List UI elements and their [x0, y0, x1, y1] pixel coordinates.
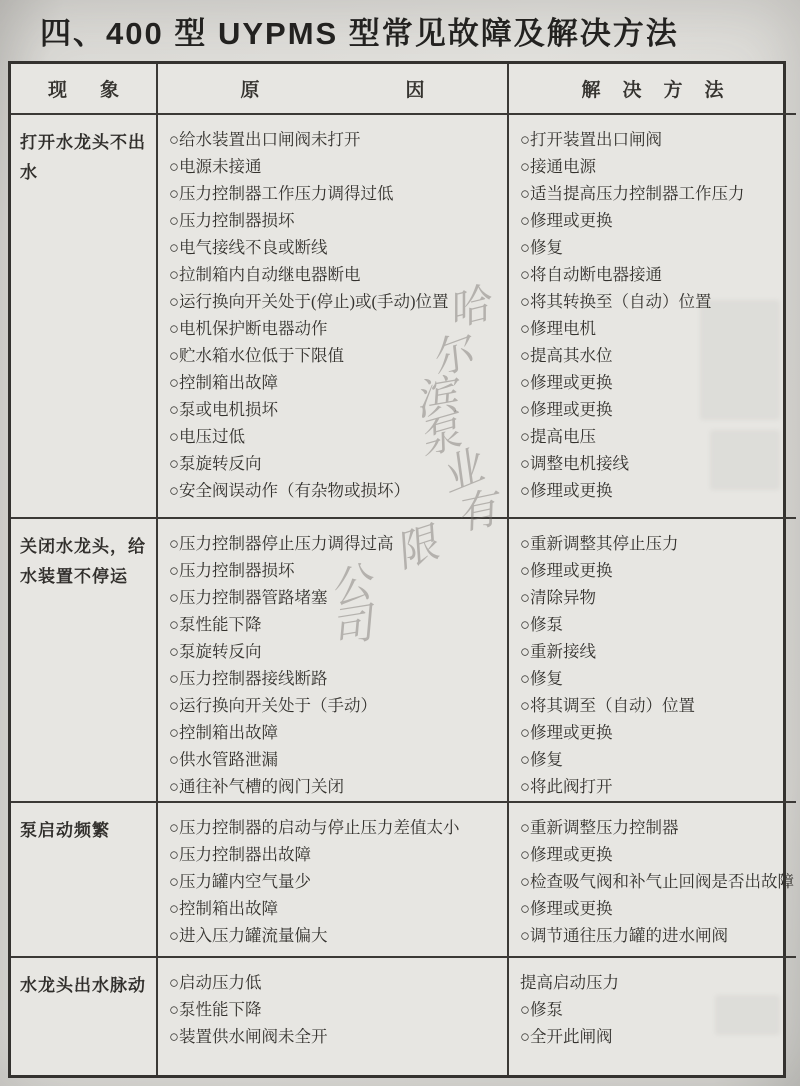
cause-item: ○运行换向开关处于（手动） [169, 696, 377, 715]
scan-bleed-smudge [700, 300, 780, 420]
solution-item: ○提高电压 [520, 427, 596, 446]
cause-cell [156, 115, 507, 517]
solution-item: ○修理或更换 [520, 845, 613, 864]
solution-item: ○将此阀打开 [520, 777, 613, 796]
cause-item: ○给水装置出口闸阀未打开 [169, 130, 361, 149]
cause-item: ○运行换向开关处于(停止)或(手动)位置 [169, 292, 449, 311]
table-header-row [11, 64, 796, 113]
solution-item: ○修泵 [520, 615, 563, 634]
cause-item: ○安全阀误动作（有杂物或损坏） [169, 481, 410, 500]
cause-item: ○压力控制器接线断路 [169, 669, 328, 688]
cause-item: ○压力控制器损坏 [169, 561, 295, 580]
solution-item: ○打开装置出口闸阀 [520, 130, 662, 149]
header-cause: 原因 [156, 64, 507, 113]
cause-item: ○控制箱出故障 [169, 373, 278, 392]
table-row-pump-wont-stop [11, 517, 796, 801]
solution-item: ○提高其水位 [520, 346, 613, 365]
table-row-no-water [11, 113, 796, 517]
solution-item: ○修理或更换 [520, 400, 613, 419]
solution-item: ○修理或更换 [520, 561, 613, 580]
cause-item: ○压力控制器出故障 [169, 845, 311, 864]
cause-item: ○压力控制器损坏 [169, 211, 295, 230]
phenomenon-cell: 关闭水龙头，给水装置不停运 [20, 537, 146, 586]
cause-item: ○电源未接通 [169, 157, 262, 176]
phenomenon-cell: 泵启动频繁 [20, 821, 110, 840]
solution-cell [507, 519, 796, 801]
cause-item: ○压力罐内空气量少 [169, 872, 311, 891]
solution-item: ○修复 [520, 669, 563, 688]
cause-item: ○进入压力罐流量偏大 [169, 926, 328, 945]
cause-cell [156, 519, 507, 801]
watermark-character: 司 [327, 600, 377, 654]
watermark-character: 哈 [443, 281, 495, 337]
solution-item: ○将其调至（自动）位置 [520, 696, 695, 715]
cause-item: ○压力控制器的启动与停止压力差值太小 [169, 818, 460, 837]
cause-item: ○泵性能下降 [169, 615, 262, 634]
cause-item: ○泵旋转反向 [169, 642, 262, 661]
solution-item: ○清除异物 [520, 588, 596, 607]
solution-item: ○修理或更换 [520, 899, 613, 918]
solution-item: ○将其转换至（自动）位置 [520, 292, 712, 311]
cause-item: ○压力控制器停止压力调得过高 [169, 534, 394, 553]
solution-item: ○适当提高压力控制器工作压力 [520, 184, 745, 203]
cause-item: ○装置供水闸阀未全开 [169, 1027, 328, 1046]
solution-item: ○修理或更换 [520, 211, 613, 230]
watermark-character: 泵 [413, 409, 467, 465]
watermark-character: 限 [389, 520, 445, 578]
watermark-character: 业 [433, 443, 491, 503]
cause-item: ○拉制箱内自动继电器断电 [169, 265, 361, 284]
scan-bleed-smudge [710, 430, 780, 490]
solution-item: ○全开此闸阀 [520, 1027, 613, 1046]
cause-item: ○泵或电机损坏 [169, 400, 278, 419]
solution-item: ○修理电机 [520, 319, 596, 338]
watermark-character: 滨 [411, 372, 461, 426]
solution-cell [507, 803, 796, 956]
cause-item: ○控制箱出故障 [169, 899, 278, 918]
table-row-pulsating-flow [11, 956, 796, 1075]
solution-item: ○接通电源 [520, 157, 596, 176]
cause-item: ○泵性能下降 [169, 1000, 262, 1019]
solution-item: ○修理或更换 [520, 723, 613, 742]
cause-item: ○贮水箱水位低于下限值 [169, 346, 344, 365]
solution-item: ○调整电机接线 [520, 454, 629, 473]
cause-item: ○泵旋转反向 [169, 454, 262, 473]
solution-item: ○修泵 [520, 1000, 563, 1019]
fault-solution-table [8, 61, 794, 1078]
cause-item: ○启动压力低 [169, 973, 262, 992]
solution-item: ○修理或更换 [520, 481, 613, 500]
cause-item: ○电机保护断电器动作 [169, 319, 328, 338]
scan-bleed-smudge [715, 995, 780, 1035]
cause-item: ○压力控制器工作压力调得过低 [169, 184, 394, 203]
solution-item: ○重新接线 [520, 642, 596, 661]
header-solution: 解决方法 [507, 64, 796, 113]
phenomenon-cell: 水龙头出水脉动 [20, 976, 146, 995]
solution-item: 提高启动压力 [520, 973, 619, 992]
watermark-character: 公 [325, 559, 377, 615]
phenomenon-cell: 打开水龙头不出水 [20, 133, 146, 182]
cause-item: ○控制箱出故障 [169, 723, 278, 742]
solution-item: ○修复 [520, 750, 563, 769]
page-title: 四、400 型 UYPMS 型常见故障及解决方法 [40, 16, 679, 51]
solution-item: ○修复 [520, 238, 563, 257]
cause-cell [156, 803, 507, 956]
solution-item: ○调节通往压力罐的进水闸阀 [520, 926, 728, 945]
cause-item: ○电气接线不良或断线 [169, 238, 328, 257]
cause-item: ○供水管路泄漏 [169, 750, 278, 769]
cause-cell [156, 958, 507, 1075]
cause-item: ○通往补气槽的阀门关闭 [169, 777, 344, 796]
watermark-character: 尔 [424, 328, 480, 386]
solution-item: ○将自动断电器接通 [520, 265, 662, 284]
table-row-frequent-start [11, 801, 796, 956]
cause-item: ○压力控制器管路堵塞 [169, 588, 328, 607]
solution-item: ○重新调整压力控制器 [520, 818, 679, 837]
solution-item: ○检查吸气阀和补气止回阀是否出故障 [520, 872, 794, 891]
solution-item: ○重新调整其停止压力 [520, 534, 679, 553]
header-phenomenon: 现象 [47, 80, 152, 101]
watermark-character: 有 [451, 486, 503, 540]
cause-item: ○电压过低 [169, 427, 245, 446]
solution-item: ○修理或更换 [520, 373, 613, 392]
